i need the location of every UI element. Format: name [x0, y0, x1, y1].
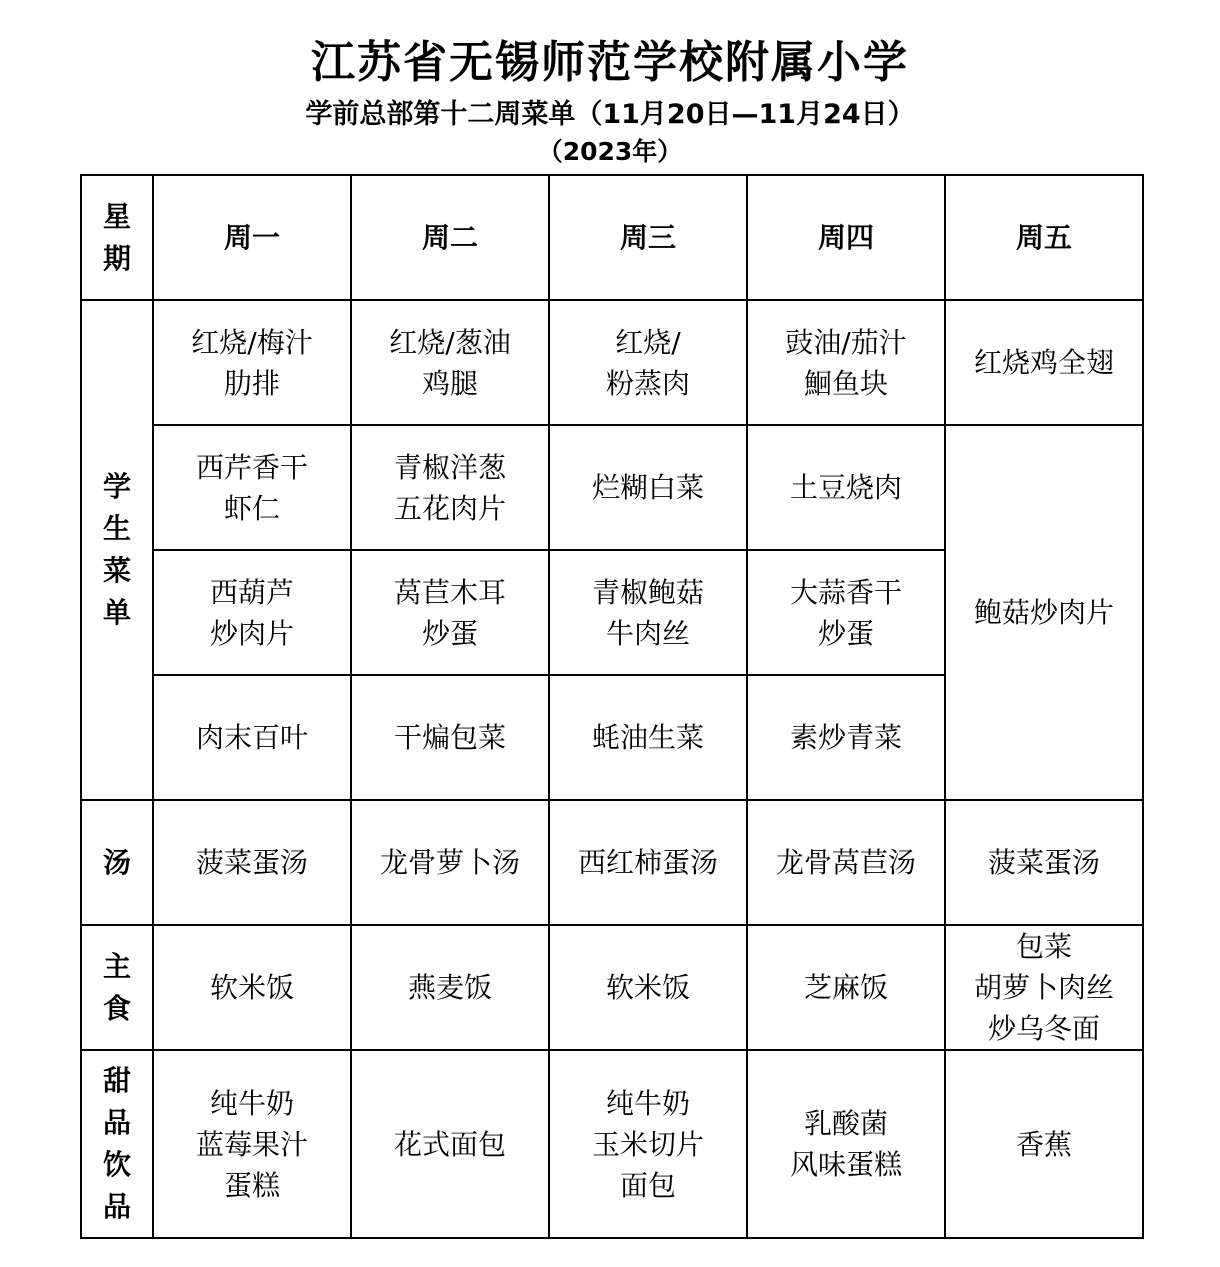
- dessert-cell: 纯牛奶 蓝莓果汁 蛋糕: [153, 1050, 351, 1238]
- dish-cell: 青椒洋葱 五花肉片: [351, 425, 549, 550]
- row-label-dessert: 甜品饮品: [81, 1050, 153, 1238]
- staple-cell: 芝麻饭: [747, 925, 945, 1050]
- row-label-soup: 汤: [81, 800, 153, 925]
- dish-cell: 莴苣木耳 炒蛋: [351, 550, 549, 675]
- dish-cell: 红烧/ 粉蒸肉: [549, 300, 747, 425]
- day-header: 周五: [945, 175, 1143, 300]
- dish-cell: 素炒青菜: [747, 675, 945, 800]
- weekday-row: [81, 175, 1143, 300]
- dessert-cell: 花式面包: [351, 1050, 549, 1238]
- dessert-cell: 乳酸菌 风味蛋糕: [747, 1050, 945, 1238]
- dish-cell: 红烧/梅汁 肋排: [153, 300, 351, 425]
- page-title: 江苏省无锡师范学校附属小学: [311, 37, 909, 88]
- day-header: 周三: [549, 175, 747, 300]
- soup-cell: 西红柿蛋汤: [549, 800, 747, 925]
- dish-cell-friday-merged: 鲍菇炒肉片: [945, 425, 1143, 800]
- day-header: 周二: [351, 175, 549, 300]
- dish-cell: 西葫芦 炒肉片: [153, 550, 351, 675]
- staple-cell: 软米饭: [549, 925, 747, 1050]
- day-header: 周一: [153, 175, 351, 300]
- row-label-staple: 主食: [81, 925, 153, 1050]
- row-label-weekday: 星期: [81, 175, 153, 300]
- row-label-student-menu: 学生菜单: [81, 300, 153, 800]
- dessert-cell: 纯牛奶 玉米切片 面包: [549, 1050, 747, 1238]
- soup-row: [81, 800, 1143, 925]
- soup-cell: 龙骨莴苣汤: [747, 800, 945, 925]
- dish-cell: 土豆烧肉: [747, 425, 945, 550]
- staple-row: [81, 925, 1143, 1050]
- dish-cell: 烂糊白菜: [549, 425, 747, 550]
- dish-row-1: [81, 300, 1143, 425]
- staple-cell: 燕麦饭: [351, 925, 549, 1050]
- dish-row-2: [81, 425, 1143, 550]
- dish-cell: 肉末百叶: [153, 675, 351, 800]
- staple-cell: 软米饭: [153, 925, 351, 1050]
- dish-cell: 青椒鲍菇 牛肉丝: [549, 550, 747, 675]
- dish-cell: 红烧鸡全翅: [945, 300, 1143, 425]
- dish-cell: 红烧/葱油 鸡腿: [351, 300, 549, 425]
- soup-cell: 菠菜蛋汤: [153, 800, 351, 925]
- menu-table: [80, 174, 1144, 1239]
- soup-cell: 菠菜蛋汤: [945, 800, 1143, 925]
- dessert-cell: 香蕉: [945, 1050, 1143, 1238]
- dish-cell: 西芹香干 虾仁: [153, 425, 351, 550]
- soup-cell: 龙骨萝卜汤: [351, 800, 549, 925]
- dish-cell: 蚝油生菜: [549, 675, 747, 800]
- page-subtitle: 学前总部第十二周菜单（11月20日—11月24日）: [305, 99, 915, 130]
- dish-cell: 豉油/茄汁 鮰鱼块: [747, 300, 945, 425]
- staple-cell: 包菜 胡萝卜肉丝 炒乌冬面: [945, 925, 1143, 1050]
- dish-cell: 干煸包菜: [351, 675, 549, 800]
- dessert-row: [81, 1050, 1143, 1238]
- year-label: （2023年）: [537, 137, 683, 166]
- dish-cell: 大蒜香干 炒蛋: [747, 550, 945, 675]
- day-header: 周四: [747, 175, 945, 300]
